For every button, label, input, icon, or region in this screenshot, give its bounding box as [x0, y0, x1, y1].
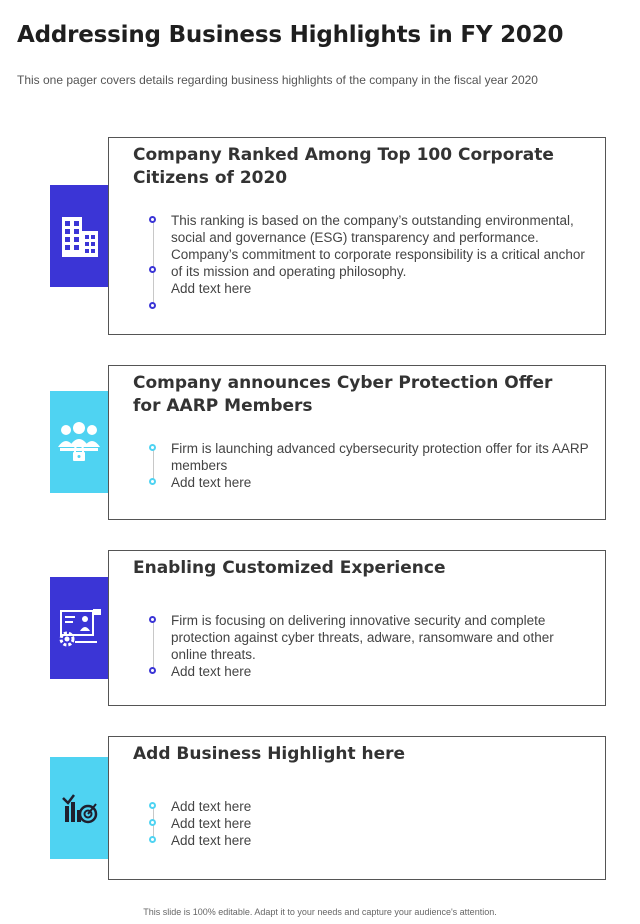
bullet-dot-icon [149, 216, 156, 223]
page-title: Addressing Business Highlights in FY 2020 [17, 22, 564, 48]
bullet-dot-icon [149, 266, 156, 273]
bullet-list [153, 212, 591, 314]
bullet-dot-icon [149, 667, 156, 674]
computer-gear-icon [50, 577, 108, 679]
card-heading: Company announces Cyber Protection Offer for AARP Members [133, 373, 553, 416]
bullet-item: This ranking is based on the company’s outstanding environmental, social and governance (ESG) transparency and performance. Company’s commitment to corporate responsibility is a critical anchor of its mission and operating philosophy. [153, 212, 591, 280]
highlight-card [108, 550, 606, 706]
card-heading: Company Ranked Among Top 100 Corporate Citizens of 2020 [133, 145, 554, 188]
bullet-item: Firm is launching advanced cybersecurity protection offer for its AARP members [153, 440, 591, 474]
chart-target-icon [50, 757, 108, 859]
bullet-item: Add text here [153, 280, 591, 297]
bullet-list [153, 612, 591, 680]
bullet-item: Add text here [153, 832, 591, 849]
card-heading: Add Business Highlight here [133, 744, 406, 764]
bullet-dot-icon [149, 444, 156, 451]
bullet-list [153, 440, 591, 491]
bullet-dot-icon [149, 819, 156, 826]
bullet-list [153, 798, 591, 849]
footer-note: This slide is 100% editable. Adapt it to your needs and capture your audience's attention. [143, 907, 497, 917]
bullet-item: Add text here [153, 663, 591, 680]
bullet-dot-icon [149, 302, 156, 309]
bullet-dot-icon [149, 802, 156, 809]
office-building-icon [50, 185, 108, 287]
card-heading: Enabling Customized Experience [133, 558, 446, 578]
highlight-card [108, 365, 606, 520]
bullet-item: Firm is focusing on delivering innovative security and complete protection against cyber threats, adware, ransomware and other online threats. [153, 612, 591, 663]
bullet-dot-icon [149, 836, 156, 843]
bullet-item: Add text here [153, 474, 591, 491]
highlight-card [108, 137, 606, 335]
bullet-dot-icon [149, 478, 156, 485]
bullet-item: Add text here [153, 798, 591, 815]
page-subtitle: This one pager covers details regarding business highlights of the company in the fiscal year 2020 [17, 73, 538, 87]
people-lock-icon [50, 391, 108, 493]
highlight-card [108, 736, 606, 880]
bullet-item: Add text here [153, 815, 591, 832]
bullet-item [153, 297, 591, 314]
bullet-dot-icon [149, 616, 156, 623]
